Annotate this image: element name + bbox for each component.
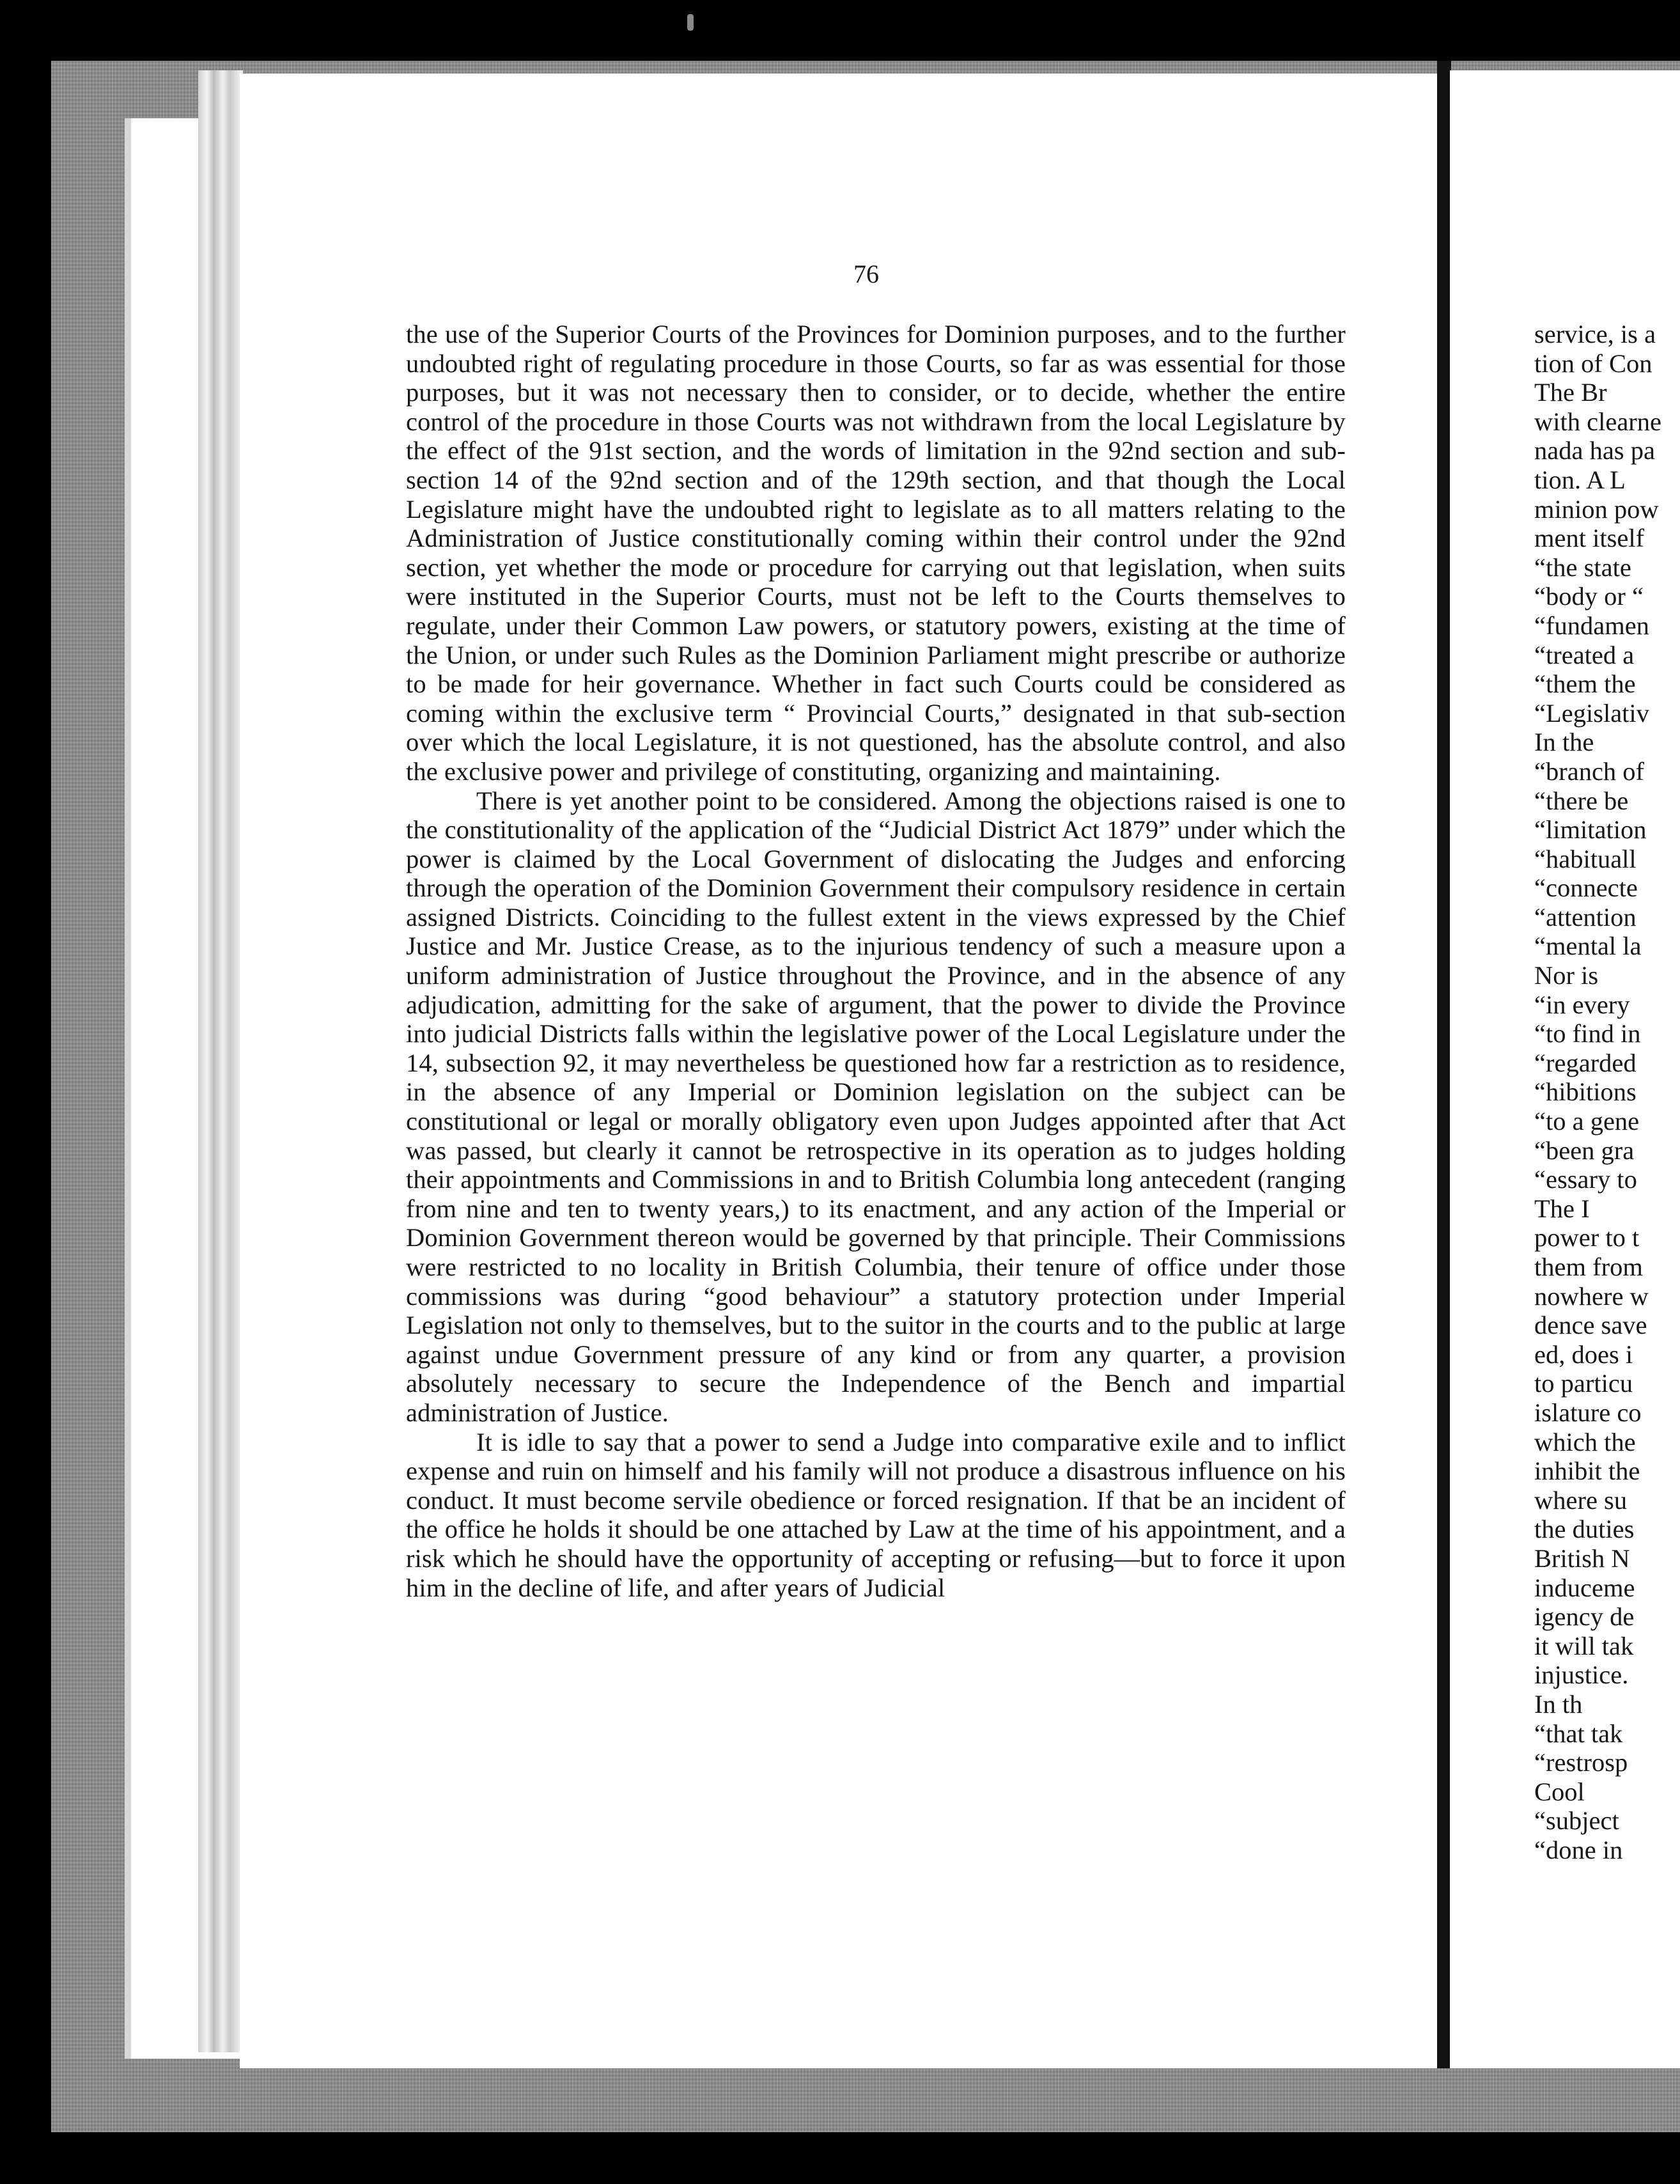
right-page-line: induceme [1534, 1573, 1635, 1602]
main-text-block [406, 320, 1346, 1602]
right-page-line: “habituall [1534, 844, 1637, 873]
right-page-line: minion pow [1534, 494, 1659, 524]
right-page-line: “them the [1534, 669, 1636, 699]
right-page-line: “hibitions [1534, 1077, 1637, 1107]
right-page-line: “regarded [1534, 1048, 1637, 1077]
right-page-line: “in every [1534, 990, 1630, 1019]
right-page-line: “there be [1534, 786, 1629, 815]
page-number: 76 [853, 260, 879, 288]
right-page-line: nada has pa [1534, 436, 1655, 465]
right-page-line: In the [1534, 728, 1594, 757]
right-page-line: Nor is [1534, 961, 1599, 990]
right-page-line: The I [1534, 1194, 1590, 1223]
right-page-line: igency de [1534, 1602, 1635, 1632]
top-edge [51, 0, 1680, 61]
right-page-line: “branch of [1534, 756, 1645, 786]
right-page-line: ed, does i [1534, 1339, 1633, 1369]
right-page-line: service, is a [1534, 320, 1656, 348]
right-page-line: “body or “ [1534, 582, 1644, 611]
right-page-line: where su [1534, 1485, 1628, 1515]
right-page-line: “been gra [1534, 1135, 1635, 1165]
right-page-line: “mental la [1534, 932, 1642, 961]
right-page-line: to particu [1534, 1369, 1633, 1398]
right-page-line: “subject [1534, 1806, 1619, 1836]
right-page-line: the duties [1534, 1515, 1635, 1544]
right-page-text [1534, 320, 1680, 1864]
right-page-line: “limitation [1534, 815, 1647, 845]
right-page-line: it will tak [1534, 1631, 1634, 1660]
right-page-line: “restrosp [1534, 1748, 1628, 1777]
right-page-line: “connecte [1534, 873, 1638, 903]
right-page-line: “fundamen [1534, 611, 1649, 640]
right-page-line: islature co [1534, 1398, 1642, 1427]
right-page-line: “that tak [1534, 1719, 1623, 1748]
right-page-line: which the [1534, 1427, 1636, 1456]
right-page-line: power to t [1534, 1223, 1640, 1252]
right-page-line: “to a gene [1534, 1107, 1640, 1136]
right-page-line: dence save [1534, 1311, 1647, 1340]
right-page-line: “attention [1534, 902, 1637, 932]
paragraph-2: There is yet another point to be considered. Among the objections raised is one to the constitutionality of the application of the “Judicial District Act 1879” under which the power is claimed by the Local Government of dislocating the Judges and enforcing through the operation of the Dominion Government their compulsory residence in certain assigned Districts. Coinciding to the fullest extent in the views expressed by the Chief Justice and Mr. Justice Crease, as to the injurious tendency of such a measure upon a uniform administration of Justice throughout the Province, and in the absence of any adjudication, admitting for the sake of argument, that the power to divide the Province into judicial Districts falls within the legislative power of the Local Legislature under the 14, subsection 92, it may nevertheless be questioned how far a restriction as to residence, in the absence of any Imperial or Dominion legislation on the subject can be constitutional or legal or morally obligatory even upon Judges appointed after that Act was passed, but clearly it cannot be retrospective in its operation as to judges holding their appointments and Commissions in and to British Columbia long antecedent (ranging from nine and ten to twenty years,) to its enactment, and any action of the Imperial or Dominion Government thereon would be governed by that principle. Their Commissions were restricted to no locality in British Columbia, their tenure of office under those commissions was during “good behaviour” a statutory protection under Imperial Legislation not only to themselves, but to the suitor in the courts and to the public at large against undue Government pressure of any kind or from any quarter, a provision absolutely necessary to secure the Independence of the Bench and impartial administration of Justice. [406, 786, 1346, 1427]
right-page-line: Cool [1534, 1777, 1585, 1806]
scan-speck [687, 14, 694, 31]
page-stack-edge [198, 70, 243, 2052]
right-page-line: The Br [1534, 378, 1607, 407]
book-gutter [1437, 61, 1451, 2068]
right-page-line: nowhere w [1534, 1281, 1649, 1311]
right-page-line: “treated a [1534, 640, 1635, 669]
right-page-line: them from [1534, 1252, 1643, 1281]
right-page-line: “to find in [1534, 1019, 1641, 1049]
right-page-line: “done in [1534, 1835, 1623, 1864]
right-page-line: inhibit the [1534, 1456, 1640, 1486]
right-page-line: injustice. [1534, 1660, 1629, 1690]
right-page-line: “essary to [1534, 1165, 1637, 1194]
right-page-line: British N [1534, 1543, 1630, 1573]
paragraph-1: the use of the Superior Courts of the Provinces for Dominion purposes, and to the further undoubted right of regulating procedure in those Courts, so far as was essential for those purposes, but it was not necessary then to consider, or to decide, whether the entire control of the procedure in those Courts was not withdrawn from the local Legislature by the effect of the 91st section, and the words of limitation in the 92nd section and sub-section 14 of the 92nd section and of the 129th section, and that though the Local Legislature might have the undoubted right to legislate as to all matters relating to the Administration of Justice constitutionally coming within their control under the 92nd section, yet whether the mode or procedure for carrying out that legislation, when suits were instituted in the Superior Courts, must not be left to the Courts themselves to regulate, under their Common Law powers, or statutory powers, existing at the time of the Union, or under such Rules as the Dominion Parliament might prescribe or authorize to be made for heir governance. Whether in fact such Courts could be considered as coming within the exclusive term “ Provincial Courts,” designated in that sub-section over which the local Legislature, it is not questioned, has the absolute control, and also the exclusive power and privilege of constituting, organizing and maintaining. [406, 320, 1346, 786]
right-page-line: with clearne [1534, 407, 1662, 436]
paragraph-3: It is idle to say that a power to send a Judge into comparative exile and to inflict expense and ruin on himself and his family will not produce a disastrous influence on his conduct. It must become servile obedience or forced resignation. If that be an incident of the office he holds it should be one attached by Law at the time of his appointment, and a risk which he should have the opportunity of accepting or refusing—but to force it upon him in the decline of life, and after years of Judicial [406, 1427, 1346, 1602]
right-page-line: “the state [1534, 552, 1631, 582]
right-page-line: In th [1534, 1689, 1583, 1719]
right-page-line: “Legislativ [1534, 698, 1649, 728]
right-page-line: tion of Con [1534, 348, 1653, 378]
right-page-line: ment itself [1534, 524, 1645, 553]
right-page-line: tion. A L [1534, 465, 1626, 494]
